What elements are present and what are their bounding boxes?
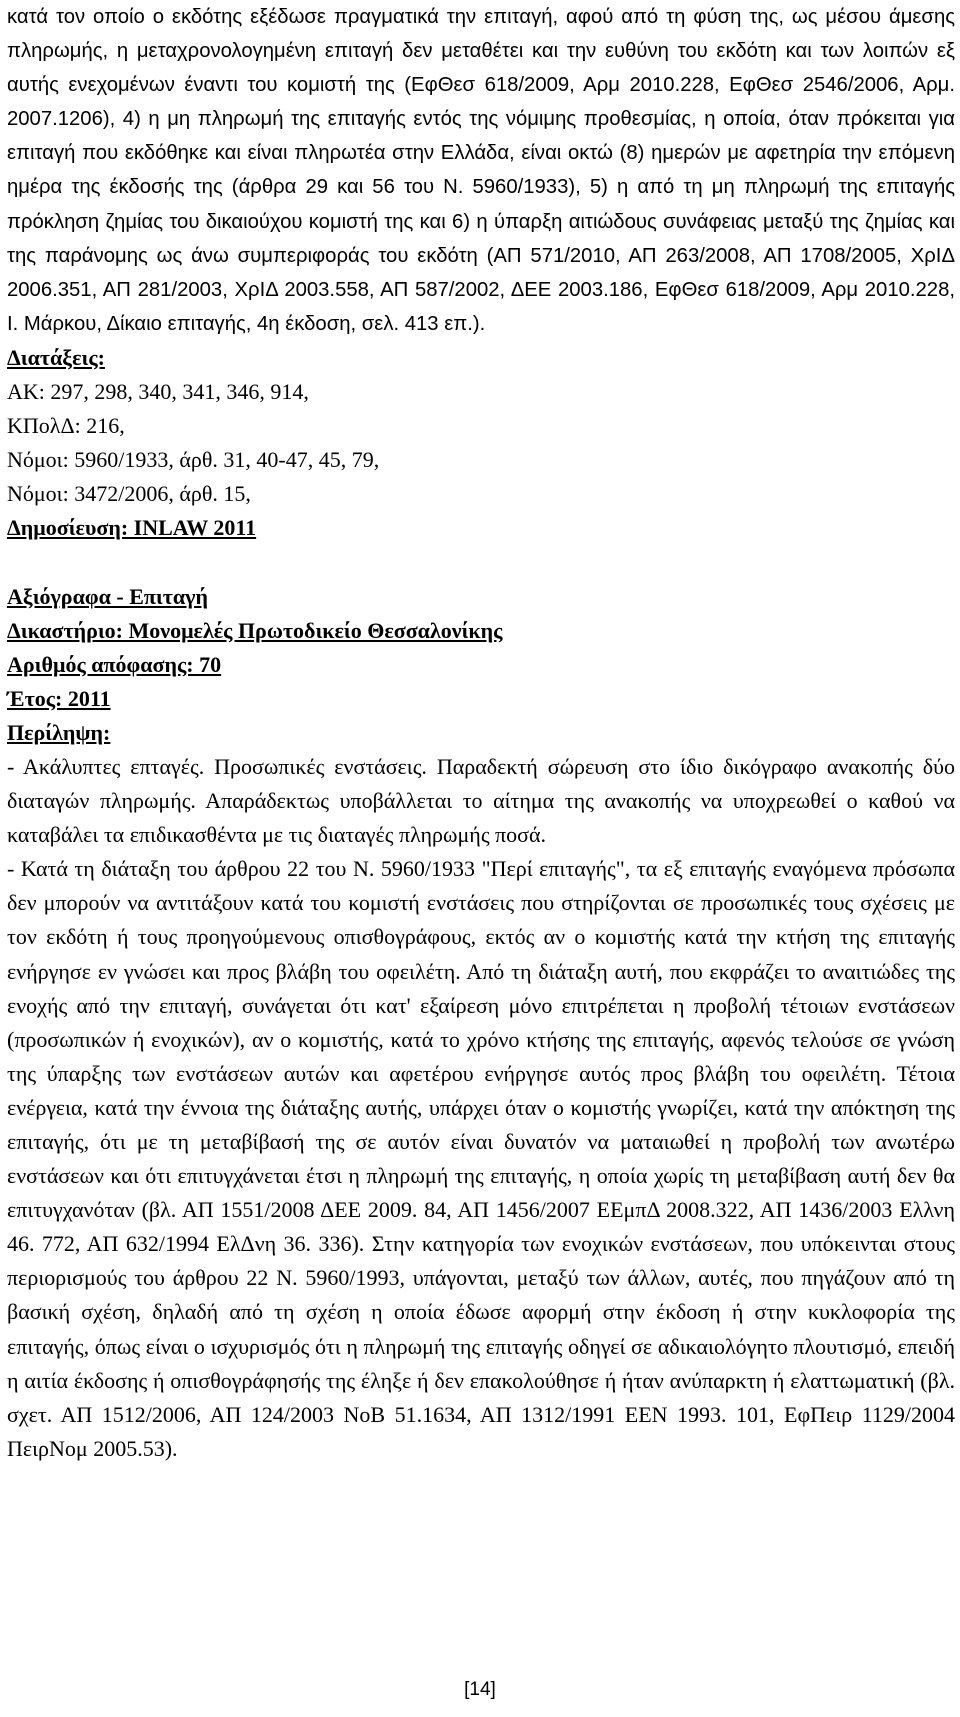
summary-paragraph-1: - Ακάλυπτες επταγές. Προσωπικές ενστάσεις. Παραδεκτή σώρευση στο ίδιο δικόγραφο ανακοπής δύο διαταγών πληρωμής. Απαράδεκτως υποβάλλεται το αίτημα της ανακοπής να υποχρεωθεί ο καθού να καταβάλει τα επιδικασθέντα με τις διαταγές πληρωμής ποσά.	[7, 753, 955, 848]
continuation-paragraph: κατά τον οποίο ο εκδότης εξέδωσε πραγματικά την επιταγή, αφού από τη φύση της, ως μέσου άμεσης πληρωμής, η μεταχρονολογημένη επιταγή δεν μεταθέτει και την ευθύνη του εκδότη και των λοιπών εξ αυτής ενεχομένων έναντι του κομιστή της (ΕφΘεσ 618/2009, Αρμ 2010.228, ΕφΘεσ 2546/2006, Αρμ. 2007.1206), 4) η μη πληρωμή της επιταγής εντός της νόμιμης προθεσμίας, η οποία, όταν πρόκειται για επιταγή που εκδόθηκε και είναι πληρωτέα στην Ελλάδα, είναι οκτώ (8) ημερών με αφετηρία την επόμενη ημέρα της έκδοσής της (άρθρα 29 και 56 του Ν. 5960/1933), 5) η από τη μη πληρωμή της επιταγής πρόκληση ζημίας του δικαιούχου κομιστή της και 6) η ύπαρξη αιτιώδους συνάφειας μεταξύ της ζημίας και της παράνομης ως άνω συμπεριφοράς του εκδότη (ΑΠ 571/2010, ΑΠ 263/2008, ΑΠ 1708/2005, ΧρΙΔ 2006.351, ΑΠ 281/2003, ΧρΙΔ 2003.558, ΑΠ 587/2002, ΔΕΕ 2003.186, ΕφΘεσ 618/2009, Αρμ 2010.228, Ι. Μάρκου, Δίκαιο επιταγής, 4η έκδοση, σελ. 413 επ.).	[7, 6, 955, 335]
decision-number-line: Αριθμός απόφασης: 70	[7, 651, 222, 677]
court-line: Δικαστήριο: Μονομελές Πρωτοδικείο Θεσσαλονίκης	[7, 617, 503, 643]
provision-line-3: Νόμοι: 5960/1933, άρθ. 31, 40-47, 45, 79,	[7, 447, 380, 473]
document-page	[7, 0, 955, 1466]
summary-heading: Περίληψη:	[7, 719, 111, 745]
provisions-heading: Διατάξεις:	[7, 344, 105, 370]
section-gap	[7, 546, 955, 580]
publication-line: Δημοσίευση: INLAW 2011	[7, 515, 257, 541]
case-title: Αξιόγραφα - Επιταγή	[7, 583, 208, 609]
provision-line-1: ΑΚ: 297, 298, 340, 341, 346, 914,	[7, 379, 309, 405]
provision-line-2: ΚΠολΔ: 216,	[7, 413, 125, 439]
year-line: Έτος: 2011	[7, 685, 111, 711]
page-number: [14]	[464, 1679, 496, 1700]
summary-paragraph-2: - Κατά τη διάταξη του άρθρου 22 του Ν. 5960/1933 "Περί επιταγής", τα εξ επιταγής εναγόμενα πρόσωπα δεν μπορούν να αντιτάξουν κατά του κομιστή ενστάσεις που στηρίζονται σε προσωπικές τους σχέσεις με τον εκδότη ή τους προηγούμενους οπισθογράφους, εκτός αν ο κομιστής κατά την κτήση της επιταγής ενήργησε εν γνώσει και προς βλάβη του οφειλέτη. Από τη διάταξη αυτή, που εκφράζει το αναιτιώδες της ενοχής από την επιταγή, συνάγεται ότι κατ' εξαίρεση μόνο επιτρέπεται η προβολή τέτοιων ενστάσεων (προσωπικών ή ενοχικών), αν ο κομιστής, κατά το χρόνο κτήσης της επιταγής, αφενός τελούσε σε γνώση της ύπαρξης των ενστάσεων αυτών και αφετέρου ενήργησε αυτός προς βλάβη του οφειλέτη. Τέτοια ενέργεια, κατά την έννοια της διάταξης αυτής, υπάρχει όταν ο κομιστής γνωρίζει, κατά την απόκτηση της επιταγής, ότι με τη μεταβίβασή της σε αυτόν είναι δυνατόν να ματαιωθεί η προβολή των ανωτέρω ενστάσεων και ότι επιτυγχάνεται έτσι η πληρωμή της επιταγής, η οποία χωρίς τη μεταβίβαση αυτή δεν θα επιτυγχανόταν (βλ. ΑΠ 1551/2008 ΔΕΕ 2009. 84, ΑΠ 1456/2007 ΕΕμπΔ 2008.322, ΑΠ 1436/2003 Ελλνη 46. 772, ΑΠ 632/1994 ΕλΔνη 36. 336). Στην κατηγορία των ενοχικών ενστάσεων, που υπόκεινται στους περιορισμούς του άρθρου 22 Ν. 5960/1993, υπάγονται, μεταξύ των άλλων, αυτές, που πηγάζουν από τη βασική σχέση, δηλαδή από τη σχέση η οποία έδωσε αφορμή στην έκδοση ή στην κυκλοφορία της επιταγής, όπως είναι ο ισχυρισμός ότι η πληρωμή της επιταγής οδηγεί σε αδικαιολόγητο πλουτισμό, επειδή η αιτία έκδοσης ή οπισθογράφησής της έληξε ή δεν επακολούθησε ή ήταν ανύπαρκτη ή ελαττωματική (βλ. σχετ. ΑΠ 1512/2006, ΑΠ 124/2003 ΝοΒ 51.1634, ΑΠ 1312/1991 ΕΕΝ 1993. 101, ΕφΠειρ 1129/2004 ΠειρΝομ 2005.53).	[7, 856, 955, 1461]
provision-line-4: Νόμοι: 3472/2006, άρθ. 15,	[7, 481, 251, 507]
